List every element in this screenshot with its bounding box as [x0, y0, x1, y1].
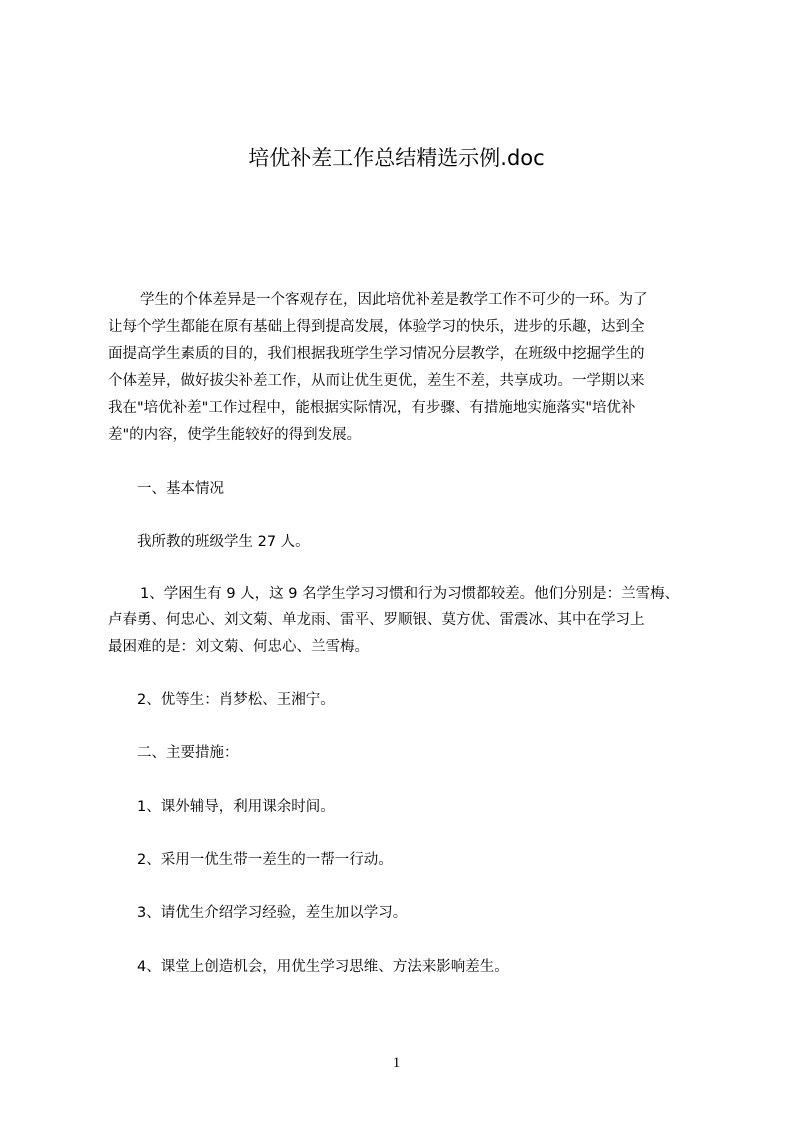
text-line: 学生的个体差异是一个客观存在，因此培优补差是教学工作不可少的一环。为了 [140, 292, 648, 308]
top-students-text: 2、优等生：肖梦松、王湘宁。 [137, 692, 335, 708]
text-line: 差"的内容，使学生能较好的得到发展。 [108, 427, 362, 443]
section-heading-basic: 一、基本情况 [137, 481, 224, 497]
document-title: 培优补差工作总结精选示例.doc [248, 146, 545, 170]
text-line: 最困难的是：刘文菊、何忠心、兰雪梅。 [108, 639, 369, 655]
text-line: 卢春勇、何忠心、刘文菊、单龙雨、雷平、罗顺银、莫方优、雷震冰、其中在学习上 [108, 612, 645, 628]
text-line: 我在"培优补差"工作过程中，能根据实际情况，有步骤、有措施地实施落实"培优补 [108, 400, 636, 416]
page-number: 1 [392, 1055, 401, 1071]
text-line: 个体差异，做好拔尖补差工作，从而让优生更优，差生不差，共享成功。一学期以来 [108, 373, 645, 389]
measure-item: 3、请优生介绍学习经验，差生加以学习。 [137, 905, 408, 921]
measure-item: 4、课堂上创造机会，用优生学习思维、方法来影响差生。 [137, 959, 509, 975]
class-size-text: 我所教的班级学生 27 人。 [137, 534, 310, 550]
section-heading-measures: 二、主要措施： [137, 745, 239, 761]
measure-item: 2、采用一优生带一差生的一帮一行动。 [137, 852, 393, 868]
text-line: 面提高学生素质的目的，我们根据我班学生学习情况分层教学，在班级中挖掘学生的 [108, 346, 645, 362]
measure-item: 1、课外辅导，利用课余时间。 [137, 799, 335, 815]
text-line: 1、学困生有 9 人，这 9 名学生学习习惯和行为习惯都较差。他们分别是：兰雪梅、 [140, 586, 680, 602]
text-line: 让每个学生都能在原有基础上得到提高发展，体验学习的快乐，进步的乐趣，达到全 [108, 319, 645, 335]
